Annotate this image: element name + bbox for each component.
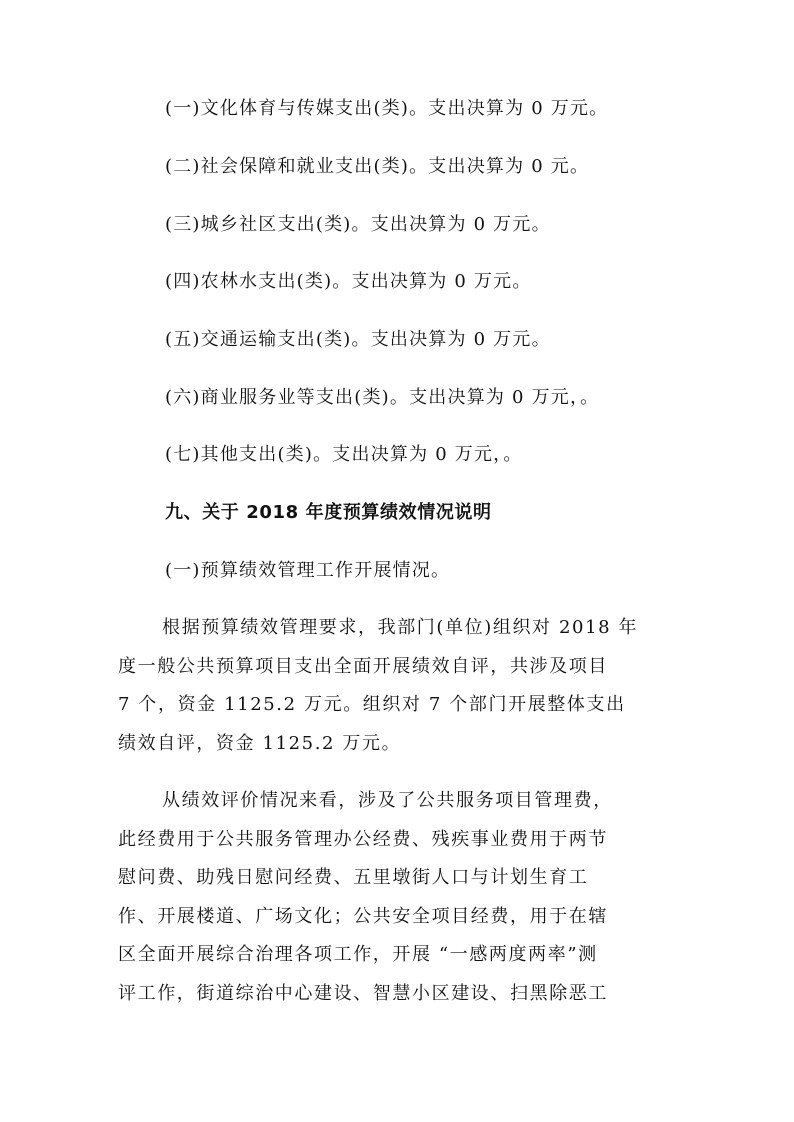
paragraph-line: 慰问费、助残日慰问经费、五里墩街人口与计划生育工 (118, 867, 589, 888)
expenditure-item-7: (七)其他支出(类)。支出决算为 0 万元，。 (165, 444, 523, 465)
expenditure-item-5: (五)交通运输支出(类)。支出决算为 0 万元。 (165, 329, 551, 350)
sub-heading: (一)预算绩效管理工作开展情况。 (165, 560, 451, 581)
paragraph-line: 绩效自评，资金 1125.2 万元。 (118, 732, 402, 754)
expenditure-item-1: (一)文化体育与传媒支出(类)。支出决算为 0 万元。 (165, 98, 609, 119)
expenditure-item-3: (三)城乡社区支出(类)。支出决算为 0 万元。 (165, 214, 551, 235)
paragraph-budget-performance (118, 609, 678, 763)
paragraph-line: 度一般公共预算项目支出全面开展绩效自评，共涉及项目 (118, 655, 608, 677)
expenditure-item-6: (六)商业服务业等支出(类)。支出决算为 0 万元，。 (165, 387, 600, 408)
paragraph-line: 评工作，街道综治中心建设、智慧小区建设、扫黑除恶工 (118, 982, 608, 1004)
paragraph-line: 根据预算绩效管理要求，我部门(单位)组织对 2018 年 (162, 617, 639, 638)
paragraph-line: 区全面开展综合治理各项工作，开展 “一感两度两率”测 (118, 944, 598, 965)
paragraph-line: 7 个，资金 1125.2 万元。组织对 7 个部门开展整体支出 (118, 694, 626, 715)
paragraph-line: 从绩效评价情况来看，涉及了公共服务项目管理费， (162, 790, 613, 811)
expenditure-item-2: (二)社会保障和就业支出(类)。支出决算为 0 元。 (165, 156, 590, 177)
paragraph-line: 作、开展楼道、广场文化；公共安全项目经费，用于在辖 (118, 905, 608, 927)
section-heading: 九、关于 2018 年度预算绩效情况说明 (165, 502, 492, 523)
paragraph-evaluation (118, 782, 678, 1013)
expenditure-item-4: (四)农林水支出(类)。支出决算为 0 万元。 (165, 271, 532, 292)
paragraph-line: 此经费用于公共服务管理办公经费、残疾事业费用于两节 (118, 828, 608, 850)
